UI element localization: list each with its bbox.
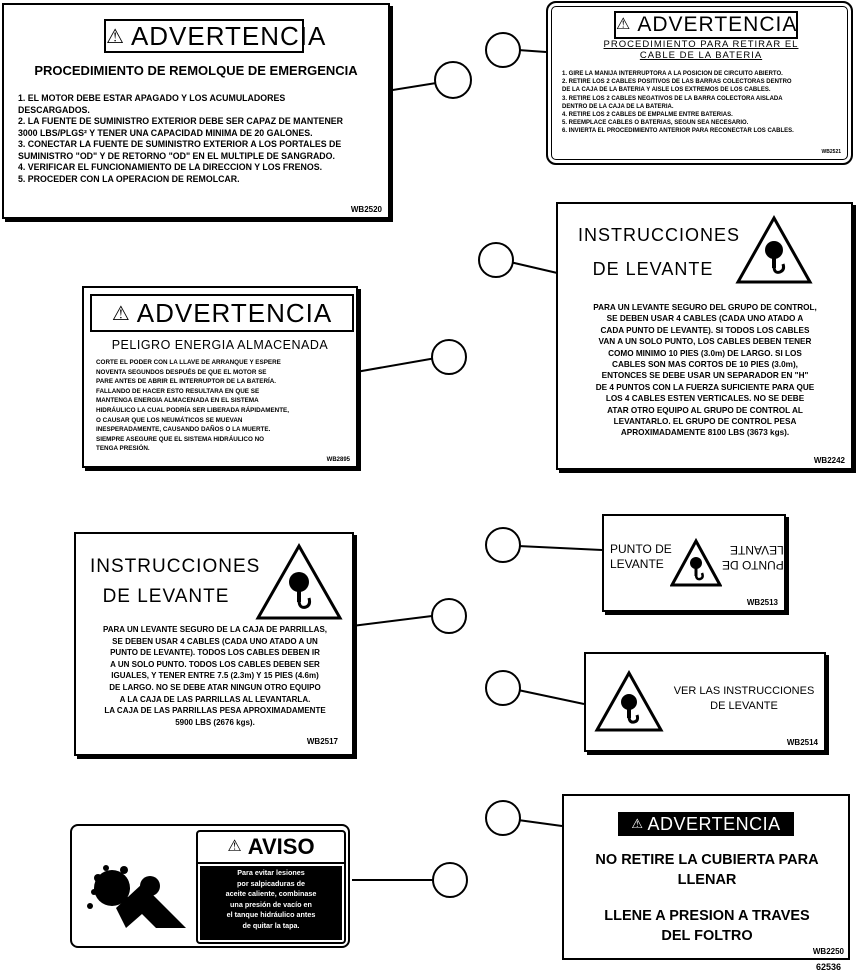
- body-line: ENTONCES SE DEBE USAR UN SEPARADOR EN "H": [601, 371, 809, 381]
- decal-title: PROCEDIMIENTO DE REMOLQUE DE EMERGENCIA: [34, 63, 358, 78]
- body-line: PARA UN LEVANTE SEGURO DE LA CAJA DE PARRILLAS,: [102, 625, 327, 634]
- lifting-hook-icon: [670, 538, 722, 588]
- label-line: PUNTO DE: [610, 542, 672, 556]
- header-text: ADVERTENCIA: [647, 814, 781, 834]
- decal-code: WB-2542: [318, 935, 340, 941]
- body-line: MANTENGA ENERGIA ALMACENADA EN EL SISTEMA: [96, 397, 259, 405]
- title-line: INSTRUCCIONES: [90, 556, 261, 577]
- body-line: TENGA PRESIÓN.: [96, 445, 150, 453]
- body-line: IGUALES, Y TENER ENTRE 7.5 (2.3m) Y 15 PIES (4.6m): [111, 671, 319, 681]
- lift-point-text-left: [610, 542, 672, 572]
- body-line: A UN SOLO PUNTO. TODOS LOS CABLES DEBEN SER: [110, 659, 320, 669]
- decal-control-group-lift: [556, 202, 853, 470]
- callout-circle-2: [486, 33, 520, 67]
- decal-steps: [562, 70, 850, 136]
- callout-circle-7: [486, 671, 520, 705]
- body-line: Para evitar lesiones: [237, 868, 305, 877]
- leader-line-5: [518, 546, 602, 550]
- body-line: A LA CAJA DE LAS PARRILLAS AL LEVANTARLA.: [119, 694, 311, 704]
- step-line: 2. LA FUENTE DE SUMINISTRO EXTERIOR DEBE SER CAPAZ DE MANTENER: [18, 116, 344, 126]
- decal-stored-energy: [82, 286, 358, 468]
- figure-id: 62536: [815, 962, 841, 972]
- step-line: 1. EL MOTOR DEBE ESTAR APAGADO Y LOS ACUMULADORES: [18, 93, 286, 103]
- step-line: DESCARGADOS.: [18, 104, 90, 115]
- step-line: 3000 LBS/PLGS² Y TENER UNA CAPACIDAD MINIMA DE 20 GALONES.: [18, 127, 313, 138]
- decal-text: [666, 684, 822, 714]
- body-line: el tanque hidráulico antes: [226, 910, 316, 920]
- title-line: INSTRUCCIONES: [578, 225, 741, 245]
- leader-line-2: [518, 50, 546, 52]
- aviso-body: [200, 866, 342, 940]
- leader-line-6: [352, 616, 432, 626]
- leader-line-8: [518, 820, 562, 826]
- decal-code: WB2517: [306, 737, 338, 746]
- decal-code: WB2521: [821, 149, 841, 155]
- body-line: SE DEBEN USAR 4 CABLES (CADA UNO ATADO A: [606, 314, 804, 324]
- warning-triangle-icon: ⚠: [106, 26, 125, 48]
- decal-body: [564, 302, 846, 439]
- lifting-hook-icon: [254, 542, 344, 622]
- callout-circle-1: [435, 62, 471, 98]
- step-line: 4. RETIRE LOS 2 CABLES DE EMPALME ENTRE BATERIAS.: [562, 112, 733, 119]
- leader-line-4: [356, 358, 436, 372]
- decal-body: [570, 850, 844, 946]
- body-line: DE LARGO. NO SE DEBE ATAR NINGUN OTRO EQUIPO: [109, 682, 321, 692]
- body-line: VAN A UN SOLO PUNTO, LOS CABLES DEBEN TENER: [598, 337, 812, 347]
- body-line: CABLES SON MAS CORTOS DE 10 PIES (3.0m),: [612, 360, 798, 370]
- decal-body: [82, 624, 348, 728]
- body-line: 5900 LBS (2676 kgs).: [175, 717, 255, 727]
- decal-emergency-tow: [2, 3, 390, 219]
- body-line: de quitar la tapa.: [242, 920, 300, 930]
- callout-circle-8: [486, 801, 520, 835]
- decal-battery-cable: [546, 1, 853, 165]
- lift-point-text-right-inverted: [722, 542, 784, 572]
- body-line: LA CAJA DE LAS PARRILLAS PESA APROXIMADAMENTE: [104, 706, 326, 716]
- body-line: CADA PUNTO DE LEVANTE). SI TODOS LOS CABLES: [600, 325, 810, 335]
- decal-body: [96, 358, 354, 454]
- decal-header: [104, 19, 327, 53]
- header-text: AVISO: [247, 834, 315, 859]
- decal-header: [614, 11, 798, 39]
- body-line: LLENE A PRESION A TRAVES: [604, 908, 810, 924]
- step-line: 5. PROCEDER CON LA OPERACION DE REMOLCAR.: [18, 173, 240, 184]
- body-line: NOVENTA SEGUNDOS DESPUÉS DE QUE EL MOTOR SE: [96, 368, 267, 376]
- step-line: DE LA CAJA DE LA BATERIA Y AISLE LOS EXTREMOS DE LOS CABLES.: [562, 87, 771, 94]
- text-line: VER LAS INSTRUCCIONES: [673, 685, 815, 697]
- body-line: ATAR OTRO EQUIPO AL GRUPO DE CONTROL AL: [607, 405, 803, 415]
- callout-circle-4: [432, 340, 466, 374]
- decal-code: WB2520: [350, 205, 382, 214]
- header-text: ADVERTENCIA: [637, 13, 798, 36]
- callout-circle-5: [486, 528, 520, 562]
- warning-triangle-icon: ⚠: [111, 303, 131, 325]
- step-line: 3. CONECTAR LA FUENTE DE SUMINISTRO EXTERIOR A LOS PORTALES DE: [18, 139, 342, 149]
- decal-grid-box-lift: [74, 532, 354, 756]
- body-line: PARA UN LEVANTE SEGURO DEL GRUPO DE CONTROL,: [593, 303, 817, 312]
- body-line: LOS 4 CABLES ESTEN VERTICALES. NO SE DEBE: [605, 394, 805, 404]
- header-text: ADVERTENCIA: [136, 298, 333, 328]
- label-line: LEVANTE: [610, 557, 664, 571]
- step-line: 1. GIRE LA MANIJA INTERRUPTORA A LA POSICION DE CIRCUITO ABIERTO.: [562, 71, 783, 77]
- callout-circle-9: [433, 863, 467, 897]
- body-line: FALLANDO DE HACER ESTO RESULTARA EN QUE SE: [96, 387, 260, 395]
- decal-code: WB2895: [326, 457, 350, 463]
- warning-triangle-icon: ⚠: [227, 838, 242, 855]
- decal-code: WB2513: [746, 598, 778, 607]
- leader-line-7: [518, 690, 584, 704]
- label-line: LEVANTE: [730, 543, 784, 557]
- body-line: CORTE EL PODER CON LA LLAVE DE ARRANQUE Y ESPERE: [96, 359, 281, 366]
- body-line: SIEMPRE ASEGURE QUE EL SISTEMA HIDRÁULICO NO: [96, 435, 265, 443]
- body-line: LEVANTARLO. EL GRUPO DE CONTROL PESA: [613, 417, 797, 427]
- body-line: NO RETIRE LA CUBIERTA PARA: [595, 852, 819, 868]
- decal-code: WB2514: [786, 738, 818, 747]
- body-line: O CAUSAR QUE LOS NEUMÁTICOS SE MUEVAN: [96, 416, 243, 424]
- decal-see-lift-instructions: [584, 652, 826, 752]
- body-line: aceite caliente, combinase: [225, 889, 317, 899]
- step-line: 6. INVIERTA EL PROCEDIMIENTO ANTERIOR PARA RECONECTAR LOS CABLES.: [562, 128, 794, 135]
- warning-triangle-icon: ⚠: [616, 16, 632, 33]
- decal-title: PELIGRO ENERGIA ALMACENADA: [111, 338, 329, 352]
- body-line: PARE ANTES DE ABRIR EL INTERRUPTOR DE LA BATERÍA.: [96, 378, 277, 386]
- callout-circle-3: [479, 243, 513, 277]
- body-line: DE 4 PUNTOS CON LA FUERZA SUFICIENTE PARA QUE: [595, 382, 815, 392]
- decal-code: WB2250: [812, 947, 844, 956]
- title-line: DE LEVANTE: [592, 259, 714, 279]
- decal-aviso-hot-oil: [70, 824, 350, 948]
- step-line: DENTRO DE LA CAJA DE LA BATERIA.: [562, 103, 674, 110]
- body-line: DEL FOLTRO: [661, 928, 753, 944]
- text-line: DE LEVANTE: [710, 700, 778, 712]
- title-line: PROCEDIMIENTO PARA RETIRAR EL: [603, 39, 799, 50]
- decal-title: [558, 39, 844, 61]
- warning-triangle-icon: ⚠: [631, 816, 644, 831]
- header-text: ADVERTENCIA: [130, 21, 327, 51]
- body-line: por salpicaduras de: [237, 878, 305, 888]
- body-line: una presión de vacío en: [230, 899, 312, 909]
- aviso-panel: [196, 830, 346, 944]
- body-line: COMO MINIMO 10 PIES (3.0m) DE LARGO. SI LOS: [608, 348, 802, 358]
- step-line: 2. RETIRE LOS 2 CABLES POSITIVOS DE LAS BARRAS COLECTORAS DENTRO: [562, 79, 792, 86]
- decal-header: [618, 812, 794, 836]
- step-line: SUMINISTRO "OD" Y DE RETORNO "OD" EN EL MULTIPLE DE SANGRADO.: [18, 150, 335, 161]
- decal-code: WB2242: [813, 456, 845, 465]
- decal-lift-point: [602, 514, 786, 612]
- label-line: PUNTO DE: [722, 558, 784, 572]
- step-line: 4. VERIFICAR EL FUNCIONAMIENTO DE LA DIRECCION Y LOS FRENOS.: [18, 162, 323, 172]
- decal-header: [90, 294, 354, 332]
- aviso-header: [198, 832, 344, 864]
- decal-title: [578, 220, 741, 284]
- step-line: 5. REEMPLACE CABLES O BATERIAS, SEGUN SEA NECESARIO.: [562, 120, 749, 127]
- hot-oil-splash-icon: [76, 828, 194, 946]
- body-line: LLENAR: [677, 872, 737, 888]
- title-line: DE LEVANTE: [102, 586, 230, 607]
- lifting-hook-icon: [594, 670, 664, 734]
- body-line: HIDRÁULICO LA CUAL PODRÍA SER LIBERADA RÁPIDAMENTE,: [96, 406, 289, 414]
- lifting-hook-icon: [734, 214, 814, 286]
- body-line: PUNTO DE LEVANTE). TODOS LOS CABLES DEBEN IR: [110, 648, 320, 658]
- callout-circle-6: [432, 599, 466, 633]
- body-line: APROXIMADAMENTE 8100 LBS (3673 kgs).: [620, 428, 790, 438]
- decal-do-not-remove-cover: [562, 794, 850, 960]
- decal-steps: [18, 93, 378, 185]
- decal-title: [90, 552, 261, 612]
- step-line: 3. RETIRE LOS 2 CABLES NEGATIVOS DE LA BARRA COLECTORA AISLADA: [562, 95, 783, 102]
- body-line: INESPERADAMENTE, CAUSANDO DAÑOS O LA MUERTE.: [96, 426, 271, 434]
- body-line: SE DEBEN USAR 4 CABLES (CADA UNO ATADO A UN: [112, 636, 318, 646]
- title-line: CABLE DE LA BATERIA: [639, 50, 763, 61]
